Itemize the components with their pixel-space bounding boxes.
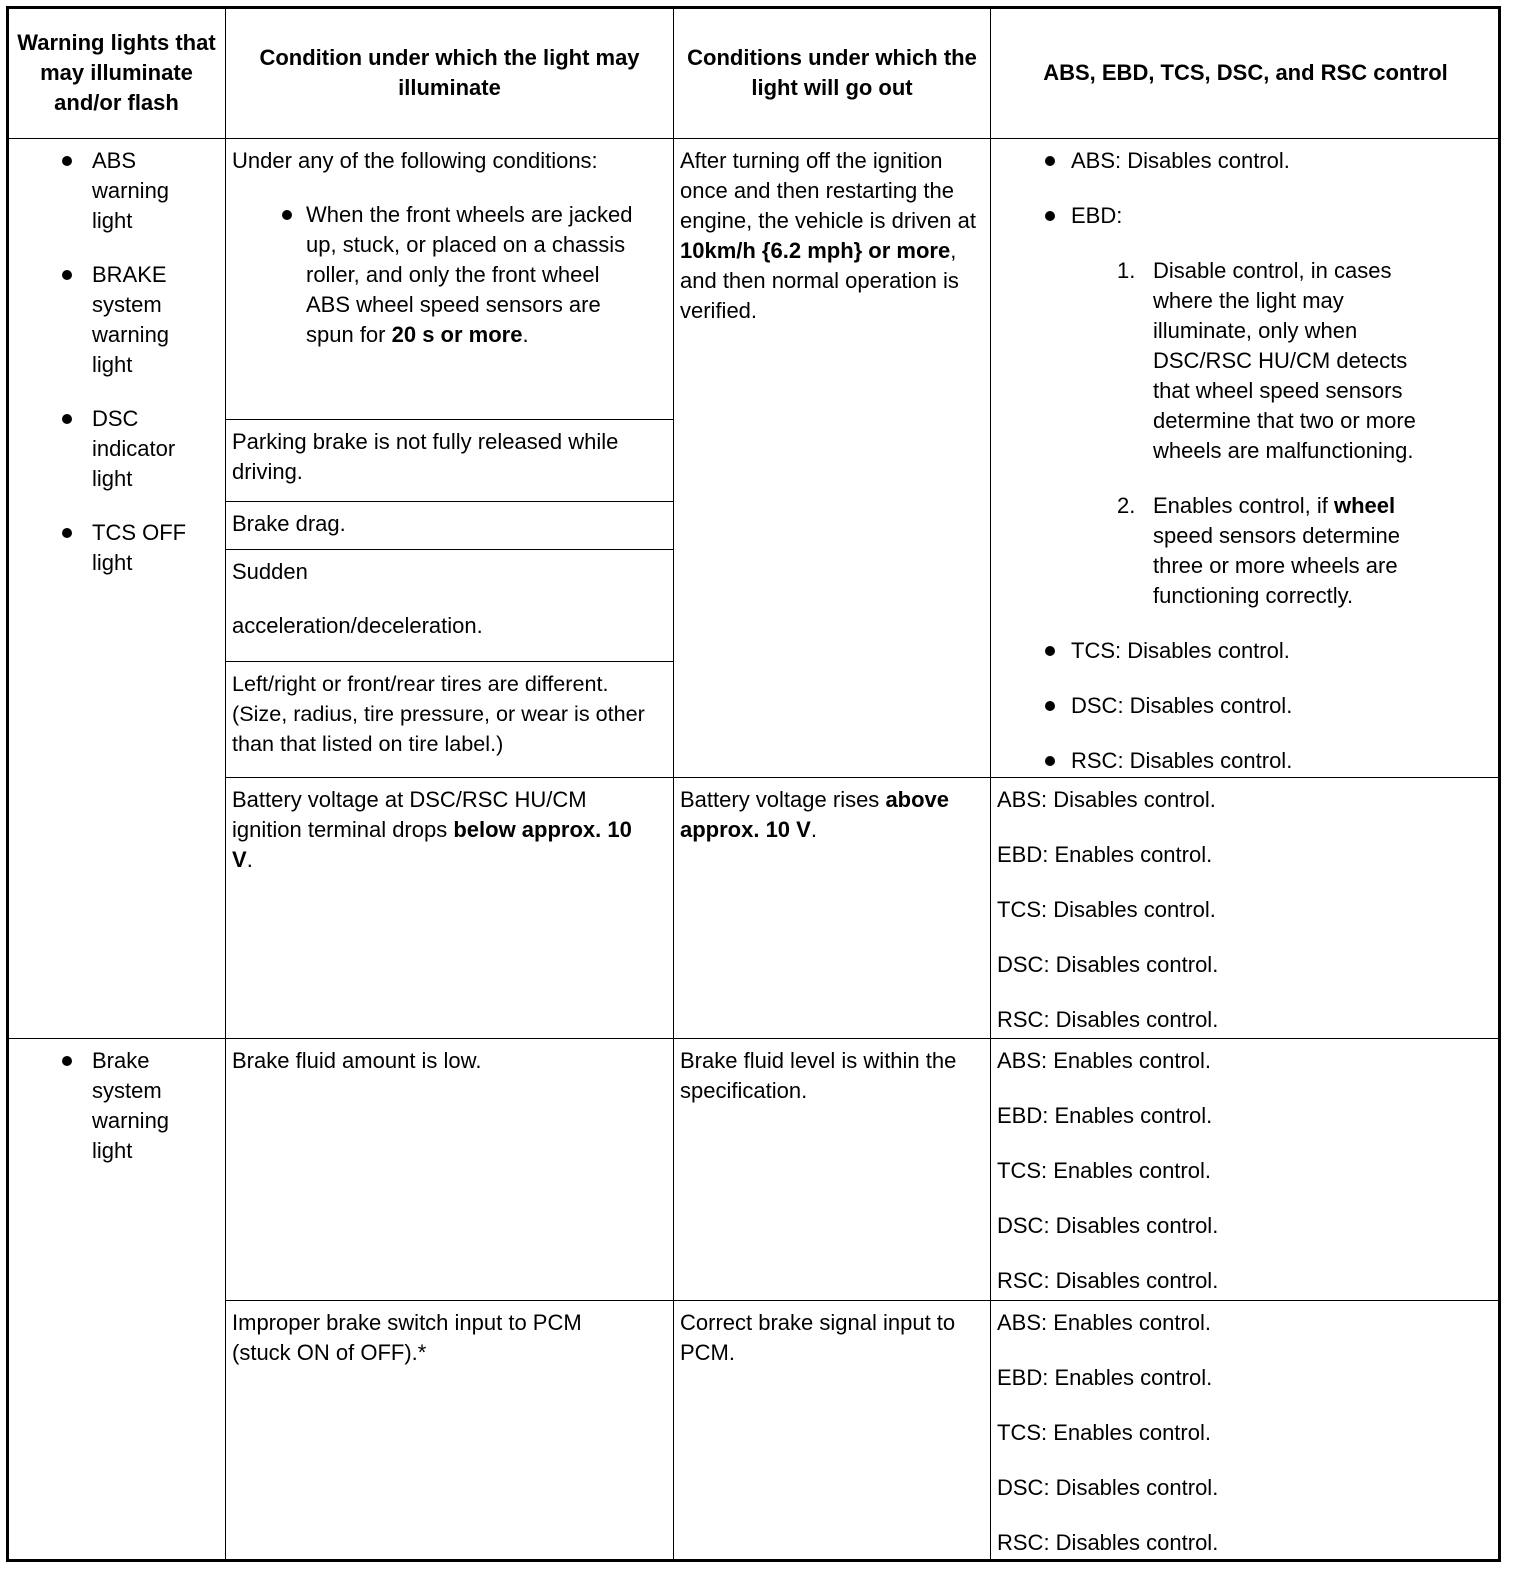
ebd-item-2 <box>1117 491 1427 611</box>
bold-text: above approx. 10 V <box>680 787 950 842</box>
text <box>232 785 657 875</box>
go-out-brake-switch <box>673 1300 991 1562</box>
header-warning-lights <box>7 7 226 139</box>
light-item: Brake system warning light <box>62 1046 204 1166</box>
control-line: RSC: Disables control. <box>997 1530 1219 1555</box>
text: Battery voltage at DSC/RSC HU/CM ignition terminal drops <box>232 787 587 842</box>
row1-lights-cell <box>7 138 226 1039</box>
control-line: TCS: Enables control. <box>997 1420 1211 1445</box>
control-tcs: TCS: Disables control. <box>1045 636 1494 666</box>
control-line: EBD: Enables control. <box>997 842 1213 867</box>
control-line: DSC: Disables control. <box>997 1213 1219 1238</box>
light-item: BRAKE system warning light <box>62 260 204 380</box>
text: After turning off the ignition once and then restarting the engine, the vehicle is driven at <box>680 148 976 233</box>
control-rsc: RSC: Disables control. <box>1045 746 1494 776</box>
condition-tires-different <box>225 661 674 778</box>
light-item: ABS warning light <box>62 146 204 236</box>
control-cell-main <box>990 138 1501 778</box>
text: Brake drag. <box>232 511 346 536</box>
go-out-brake-fluid <box>673 1038 991 1301</box>
text: . <box>810 817 817 842</box>
item-number: 2. <box>1117 493 1136 518</box>
go-out-battery-voltage <box>673 777 991 1039</box>
header-text: Condition under which the light may illuminate <box>259 45 640 100</box>
light-item: DSC indicator light <box>62 404 204 494</box>
text: Parking brake is not fully released while driving. <box>232 429 619 484</box>
condition-sudden-acceleration <box>225 549 674 662</box>
control-ebd: EBD: <box>1045 201 1494 231</box>
item-number: 1. <box>1117 258 1136 283</box>
condition-intro: Under any of the following conditions: <box>232 148 598 173</box>
control-battery-voltage <box>990 777 1501 1039</box>
control-line: ABS: Enables control. <box>997 1310 1212 1335</box>
text: Disable control, in cases where the light may illuminate, only when DSC/RSC HU/CM detects that wheel speed sensors determine that two or more wheels are malfunctioning. <box>1153 258 1416 463</box>
text: . <box>246 847 253 872</box>
text <box>680 785 984 845</box>
text: When the front wheels are jacked up, stuck, or placed on a chassis roller, and only the front wheel ABS wheel speed sensors are spun for <box>306 202 633 347</box>
control-brake-fluid <box>990 1038 1501 1301</box>
bold-text: wheel <box>1333 493 1396 518</box>
text: Brake fluid amount is low. <box>232 1048 482 1073</box>
text: speed sensors determine three or more wheels are functioning correctly. <box>1153 523 1401 608</box>
header-text: Warning lights that may illuminate and/or flash <box>17 30 216 115</box>
condition-brake-switch <box>225 1300 674 1562</box>
text: acceleration/deceleration. <box>232 613 483 638</box>
text: Sudden <box>232 559 308 584</box>
control-line: EBD: Enables control. <box>997 1103 1213 1128</box>
text: . <box>522 322 529 347</box>
text: Left/right or front/rear tires are different. (Size, radius, tire pressure, or wear is other than that listed on tire label.) <box>232 671 645 756</box>
go-out-restart-cell <box>673 138 991 778</box>
ebd-item-1 <box>1117 256 1427 466</box>
condition-wheels-spun <box>225 138 674 420</box>
condition-parking-brake <box>225 419 674 502</box>
text: Brake fluid level is within the specification. <box>680 1048 957 1103</box>
control-line: ABS: Disables control. <box>997 787 1216 812</box>
text: Enables control, if <box>1153 493 1334 518</box>
text: , and then normal operation is verified. <box>680 238 959 323</box>
control-brake-switch <box>990 1300 1501 1562</box>
condition-brake-fluid <box>225 1038 674 1301</box>
control-line: TCS: Enables control. <box>997 1158 1211 1183</box>
condition-battery-voltage <box>225 777 674 1039</box>
condition-bullet <box>282 200 646 350</box>
header-condition-illuminate <box>225 7 674 139</box>
control-line: DSC: Disables control. <box>997 952 1219 977</box>
light-item: TCS OFF light <box>62 518 204 578</box>
bold-text: below approx. 10 V <box>232 817 632 872</box>
header-condition-go-out <box>673 7 991 139</box>
control-line: EBD: Enables control. <box>997 1365 1213 1390</box>
control-line: RSC: Disables control. <box>997 1007 1219 1032</box>
text <box>680 146 984 326</box>
control-line: DSC: Disables control. <box>997 1475 1219 1500</box>
control-line: RSC: Disables control. <box>997 1268 1219 1293</box>
bold-text: 20 s or more <box>391 322 523 347</box>
control-line: TCS: Disables control. <box>997 897 1216 922</box>
control-line: ABS: Enables control. <box>997 1048 1212 1073</box>
control-dsc: DSC: Disables control. <box>1045 691 1494 721</box>
control-abs: ABS: Disables control. <box>1045 146 1494 176</box>
text: Correct brake signal input to PCM. <box>680 1310 956 1365</box>
text: Improper brake switch input to PCM (stuck ON of OFF).* <box>232 1310 582 1365</box>
header-text: Conditions under which the light will go out <box>687 45 977 100</box>
text: Battery voltage rises <box>680 787 886 812</box>
header-text: ABS, EBD, TCS, DSC, and RSC control <box>1043 60 1448 85</box>
bold-text: 10km/h {6.2 mph} or more <box>680 238 951 263</box>
header-control <box>990 7 1501 139</box>
row2-lights-cell <box>7 1038 226 1562</box>
condition-brake-drag <box>225 501 674 550</box>
